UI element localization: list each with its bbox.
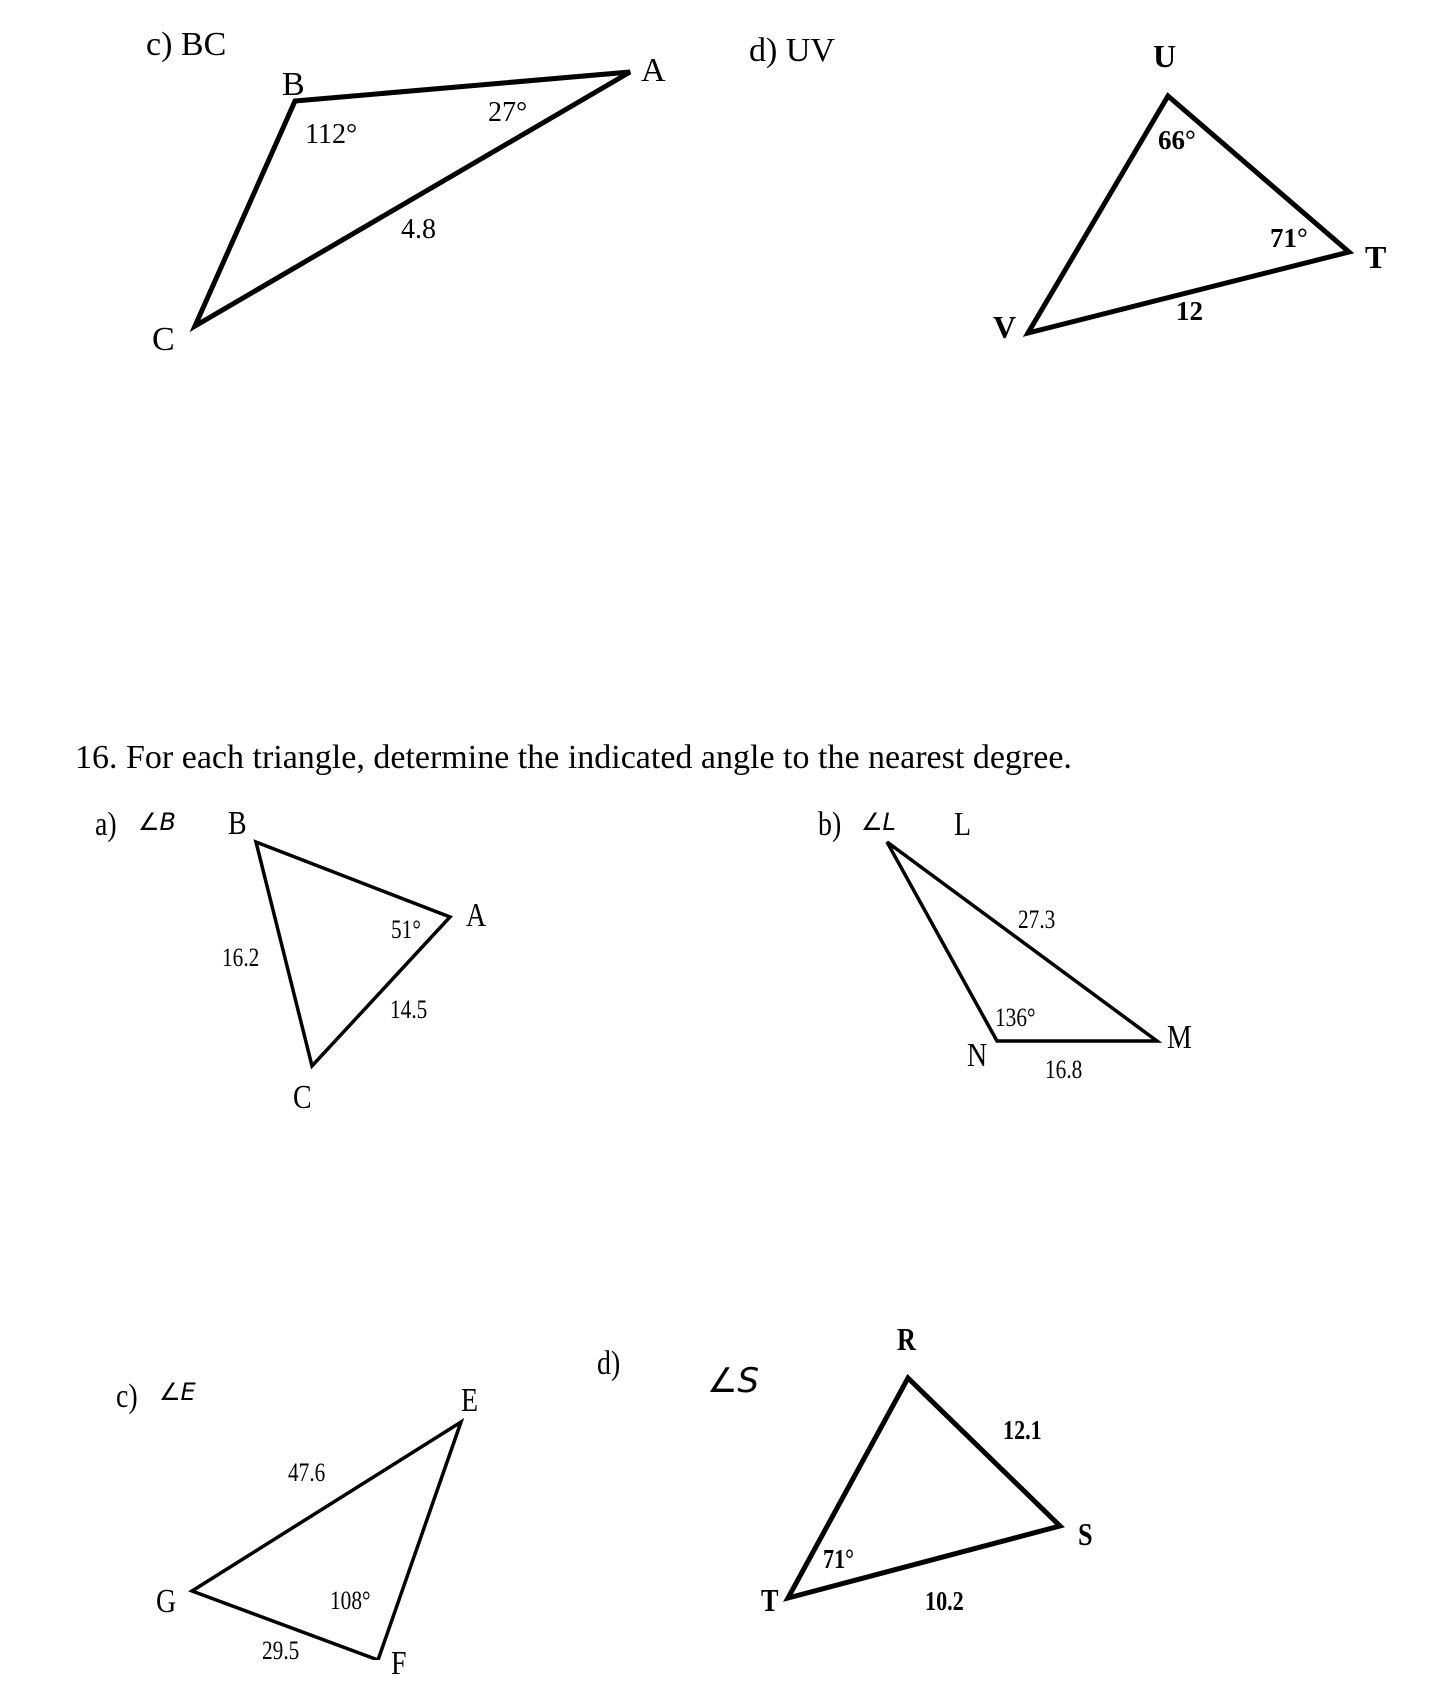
vertex-l-label: L: [954, 806, 972, 843]
side-ge-value: 47.6: [288, 1458, 326, 1487]
problem-15c-title: c) BC: [146, 26, 227, 63]
triangle-efg-16c: [192, 1422, 461, 1660]
target-angle-b: ∠B: [138, 808, 176, 836]
angle-a-value: 27°: [488, 97, 528, 128]
side-bc-value: 16.2: [222, 943, 260, 972]
side-ts-value: 10.2: [925, 1586, 964, 1616]
vertex-u-label: U: [1153, 38, 1177, 74]
angle-t-value: 71°: [1270, 223, 1308, 253]
vertex-e-label: E: [461, 1382, 479, 1419]
vertex-t-label: T: [1365, 239, 1387, 275]
vertex-s-label: S: [1078, 1516, 1093, 1552]
vertex-b-label: B: [228, 805, 247, 842]
side-lm-value: 27.3: [1018, 905, 1056, 934]
vertex-g-label: G: [156, 1583, 177, 1620]
target-angle-l: ∠L: [861, 808, 896, 836]
vertex-f-label: F: [391, 1645, 407, 1682]
angle-b-value: 112°: [305, 119, 358, 150]
vertex-c-label: C: [152, 321, 175, 358]
side-rs-value: 12.1: [1003, 1415, 1042, 1445]
triangle-abc-16a: [256, 842, 450, 1066]
side-ac-value: 4.8: [401, 214, 436, 245]
side-ac-value: 14.5: [390, 995, 428, 1024]
vertex-t-label: T: [761, 1582, 779, 1618]
vertex-v-label: V: [993, 309, 1017, 345]
part-b-label: b): [818, 806, 842, 843]
vertex-c-label: C: [293, 1079, 312, 1116]
vertex-a-label: A: [641, 52, 666, 89]
target-angle-e: ∠E: [159, 1378, 196, 1406]
angle-n-value: 136°: [995, 1003, 1036, 1032]
side-nm-value: 16.8: [1045, 1055, 1083, 1084]
vertex-n-label: N: [967, 1037, 988, 1074]
vertex-r-label: R: [897, 1321, 916, 1357]
vertex-a-label: A: [466, 897, 487, 934]
problem-15d-title: d) UV: [749, 32, 835, 69]
angle-t-value: 71°: [823, 1544, 855, 1574]
angle-u-value: 66°: [1158, 125, 1196, 155]
angle-f-value: 108°: [330, 1586, 371, 1615]
part-c-label: c): [116, 1378, 138, 1415]
side-vt-value: 12: [1176, 296, 1203, 326]
triangle-abc-15c: [195, 72, 630, 326]
side-gf-value: 29.5: [262, 1636, 300, 1665]
vertex-b-label: B: [282, 66, 305, 103]
angle-a-value: 51°: [391, 915, 421, 944]
vertex-m-label: M: [1167, 1019, 1192, 1056]
question-16-heading: 16. For each triangle, determine the indicated angle to the nearest degree.: [75, 739, 1072, 776]
target-angle-s: ∠S: [707, 1361, 760, 1401]
part-a-label: a): [95, 806, 117, 843]
part-d-label: d): [597, 1345, 621, 1382]
